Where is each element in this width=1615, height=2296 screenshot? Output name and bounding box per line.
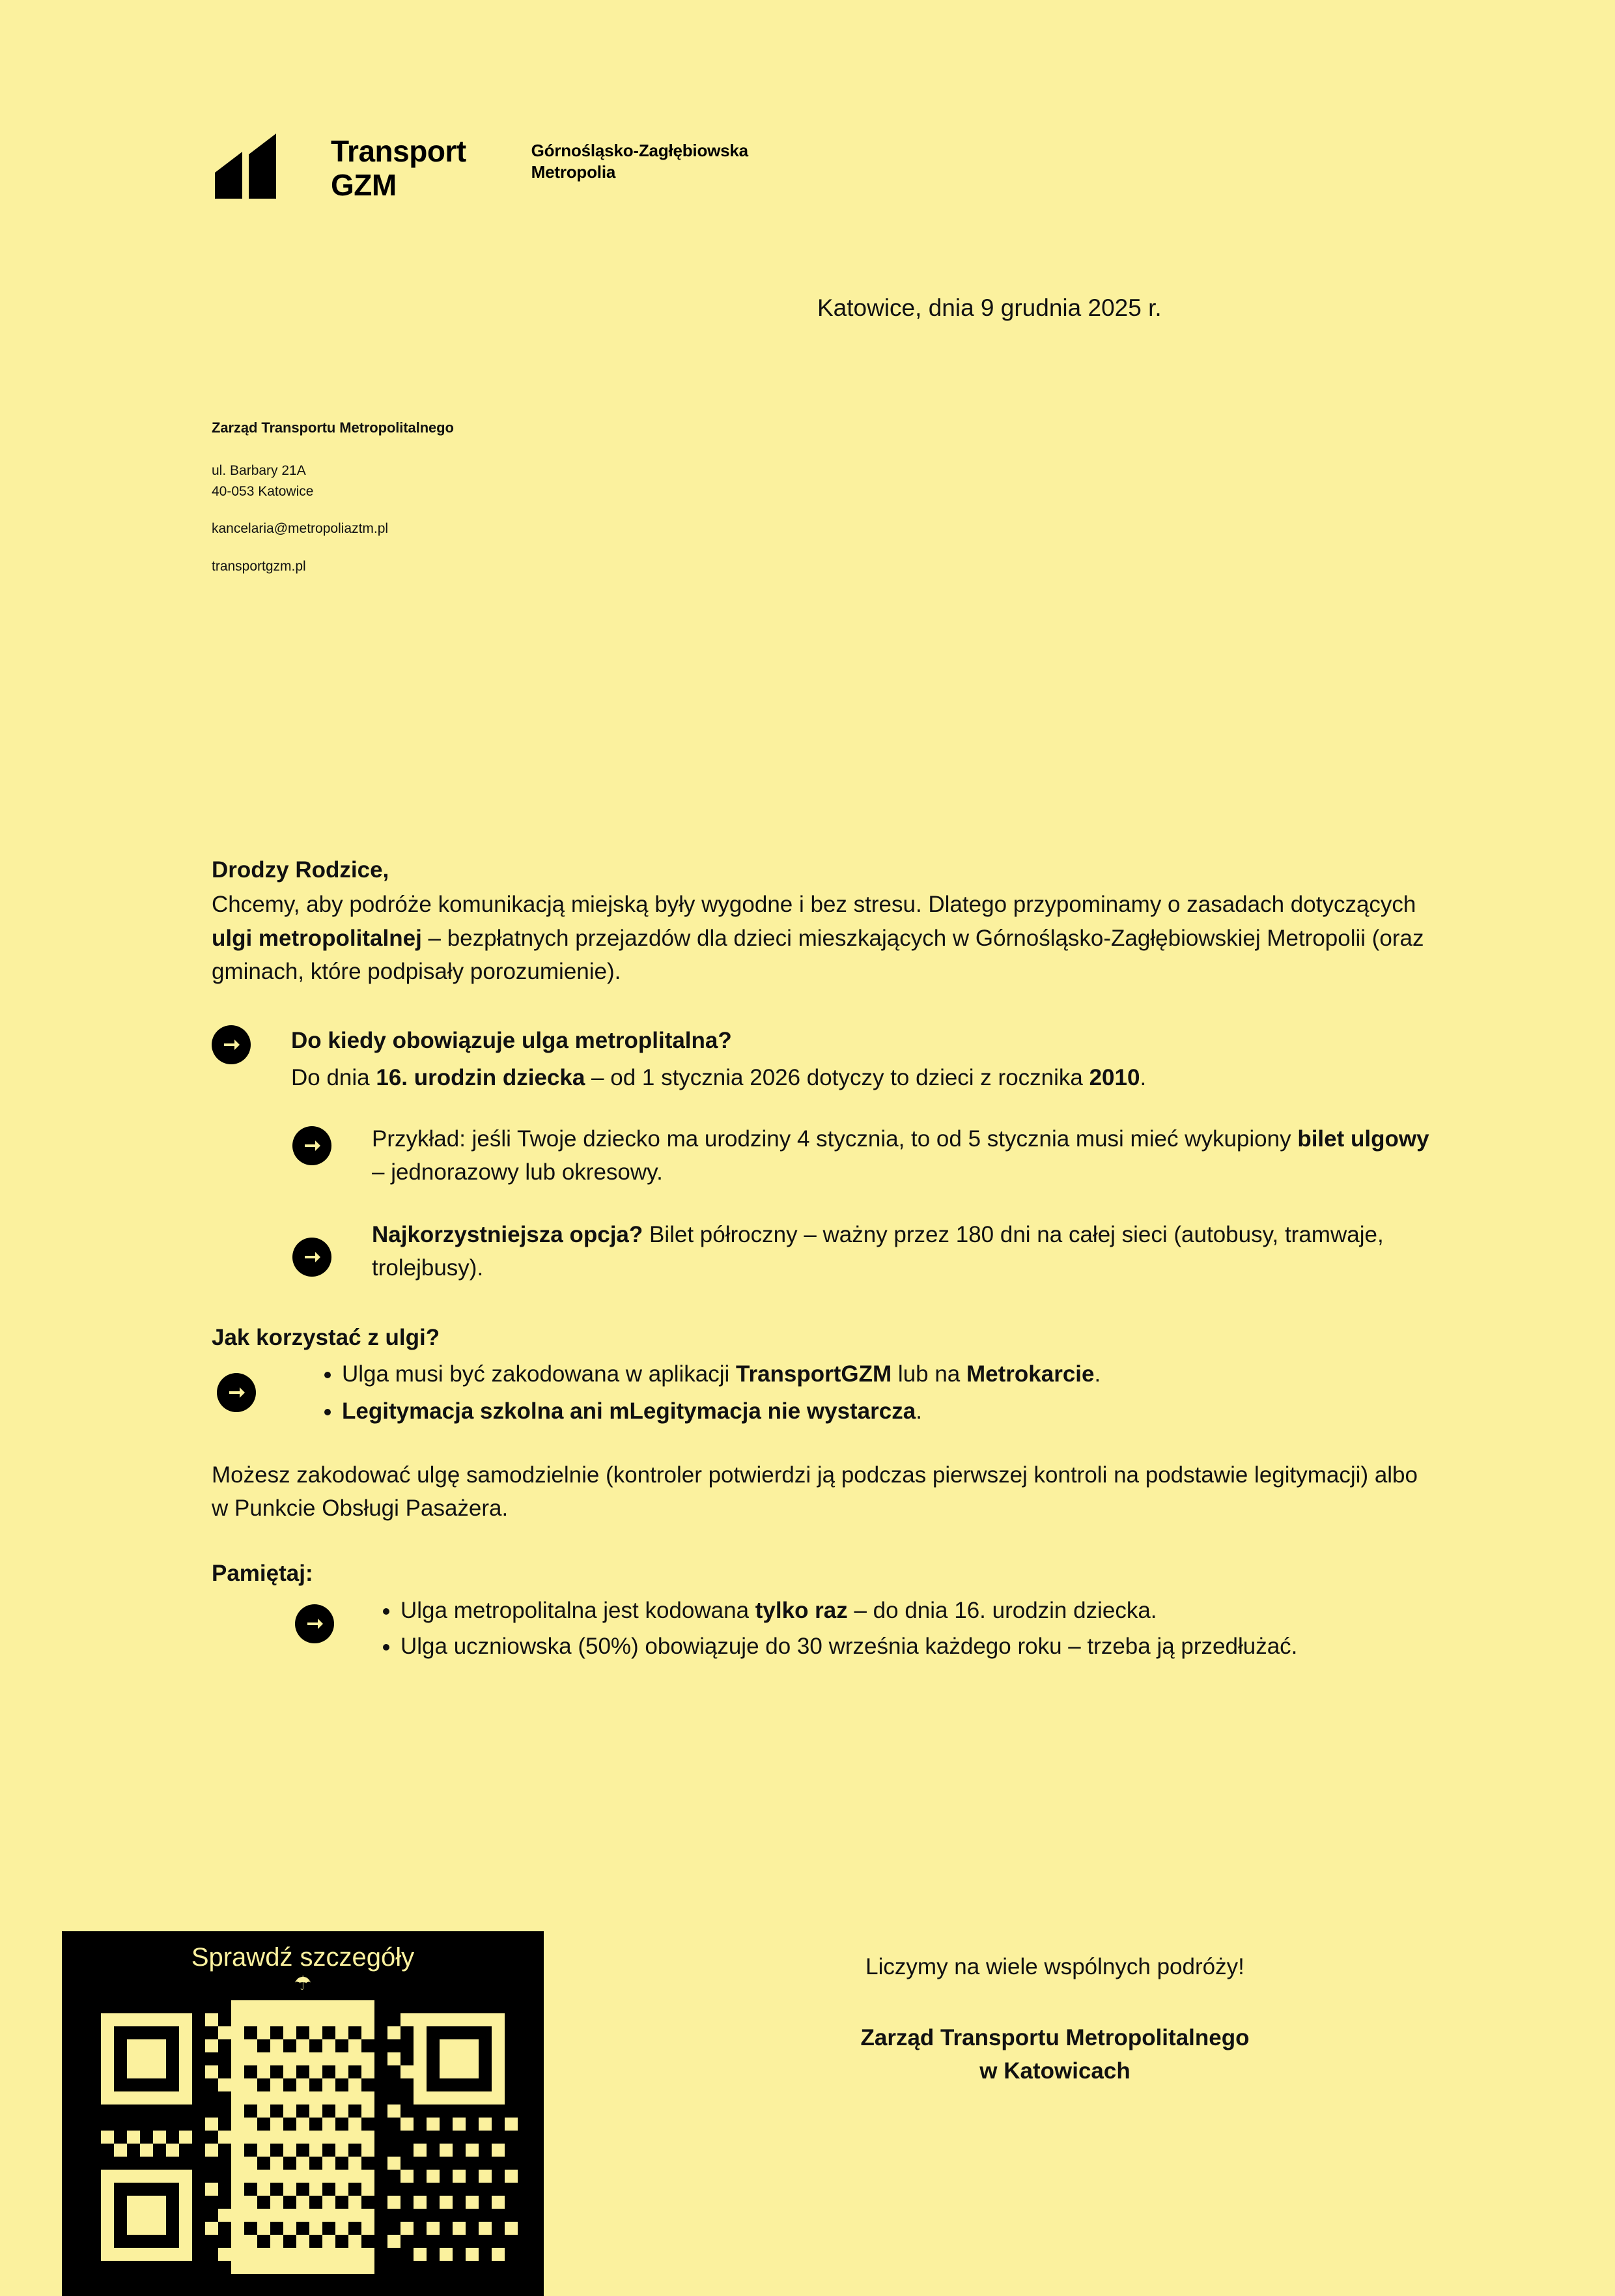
- qr-code-wrap[interactable]: [88, 2000, 518, 2274]
- arrow-right-circle-icon: [212, 1025, 251, 1064]
- arrow-right-circle-icon: [292, 1126, 331, 1165]
- logo-text-line1: Transport: [331, 134, 466, 168]
- howto-1-text-2: .: [916, 1398, 922, 1424]
- transport-gzm-logo-icon: [215, 134, 313, 199]
- brand-header: [215, 134, 748, 202]
- arrow-right-circle-icon: [217, 1373, 256, 1412]
- howto-heading: Jak korzystać z ulgi?: [212, 1325, 440, 1351]
- sender-organization: Zarząd Transportu Metropolitalnego: [212, 419, 454, 436]
- deadline-bold-2: 2010: [1089, 1065, 1140, 1091]
- deadline-text-1: Do dnia: [291, 1065, 376, 1091]
- signature-line2: w Katowicach: [979, 2058, 1130, 2084]
- best-option-text-1: Bilet półroczny – ważny przez 180 dni na całej sieci (autobusy, tramwaje, trolejbusy).: [372, 1221, 1384, 1281]
- remember-0-bold-1: tylko raz: [755, 1598, 848, 1623]
- intro-bold-1: ulgi metropolitalnej: [212, 925, 422, 951]
- self-code-paragraph: Możesz zakodować ulgę samodzielnie (kontroler potwierdzi ją podczas pierwszej kontroli na podstawie legitymacji) albo w Punkcie Obsługi Pasażera.: [212, 1462, 1418, 1522]
- list-item: [400, 1630, 1429, 1663]
- arrow-right-circle-icon: [292, 1238, 331, 1277]
- intro-paragraph: [212, 888, 1429, 988]
- best-option-bold-1: Najkorzystniejsza opcja?: [372, 1221, 643, 1247]
- block-best-option: [212, 1218, 1429, 1285]
- deadline-bold-1: 16. urodzin dziecka: [376, 1065, 585, 1091]
- qr-panel-title: Sprawdź szczegóły: [191, 1943, 415, 1972]
- list-item: [400, 1594, 1429, 1627]
- howto-0-bold-2: Metrokarcie: [966, 1361, 1095, 1387]
- metropolia-line1: Górnośląsko-Zagłębiowska: [531, 141, 748, 160]
- closing-block: [677, 1954, 1433, 2088]
- list-item: [342, 1395, 1429, 1428]
- metropolia-wordmark: [531, 140, 748, 182]
- sender-website[interactable]: transportgzm.pl: [212, 558, 306, 574]
- deadline-answer: [291, 1061, 1429, 1094]
- block-example: [212, 1122, 1429, 1189]
- howto-list-wrap: [212, 1357, 1429, 1428]
- intro-text-1: Chcemy, aby podróże komunikacją miejską były wygodne i bez stresu. Dlatego przypominamy o zasadach dotyczących: [212, 892, 1416, 918]
- umbrella-icon: ☂: [294, 1973, 312, 1994]
- block-deadline: [212, 1024, 1429, 1095]
- example-bold-1: bilet ulgowy: [1297, 1126, 1429, 1152]
- list-item: [342, 1357, 1429, 1391]
- howto-0-bold-1: TransportGZM: [736, 1361, 892, 1387]
- deadline-text-2: – od 1 stycznia 2026 dotyczy to dzieci z rocznika: [585, 1065, 1089, 1091]
- letter-body: [212, 853, 1429, 1666]
- qr-panel[interactable]: [62, 1931, 544, 2296]
- signature-block: [677, 2022, 1433, 2088]
- greeting: Drodzy Rodzice,: [212, 857, 389, 883]
- remember-heading: Pamiętaj:: [212, 1560, 313, 1586]
- remember-list: [372, 1594, 1429, 1664]
- deadline-question: Do kiedy obowiązuje ulga metroplitalna?: [291, 1027, 732, 1053]
- sender-block: [212, 417, 454, 576]
- date-line: Katowice, dnia 9 grudnia 2025 r.: [817, 294, 1162, 321]
- remember-0-text-1: Ulga metropolitalna jest kodowana: [400, 1598, 755, 1623]
- sender-street: ul. Barbary 21A: [212, 463, 306, 478]
- deadline-text-3: .: [1140, 1065, 1147, 1091]
- closing-line: Liczymy na wiele wspólnych podróży!: [865, 1954, 1244, 1979]
- qr-code[interactable]: [88, 2000, 518, 2274]
- arrow-right-circle-icon: [295, 1604, 334, 1643]
- example-text-2: – jednorazowy lub okresowy.: [372, 1159, 663, 1185]
- howto-0-text-3: .: [1094, 1361, 1101, 1387]
- sender-city: 40-053 Katowice: [212, 483, 314, 499]
- remember-list-wrap: [212, 1594, 1429, 1664]
- howto-list: [291, 1357, 1429, 1428]
- howto-1-bold-1: Legitymacja szkolna ani mLegitymacja nie wystarcza: [342, 1398, 916, 1424]
- howto-0-text-2: lub na: [892, 1361, 966, 1387]
- example-text-1: Przykład: jeśli Twoje dziecko ma urodziny 4 stycznia, to od 5 stycznia musi mieć wykupiony: [372, 1126, 1298, 1152]
- metropolia-line2: Metropolia: [531, 162, 616, 182]
- sender-email[interactable]: kancelaria@metropoliaztm.pl: [212, 521, 389, 536]
- intro-text-2: – bezpłatnych przejazdów dla dzieci mieszkających w Górnośląsko-Zagłębiowskiej Metropolii (oraz gminach, które podpisały porozumienie).: [212, 925, 1424, 985]
- logo-text-line2: GZM: [331, 167, 397, 202]
- howto-0-text-1: Ulga musi być zakodowana w aplikacji: [342, 1361, 736, 1387]
- remember-0-text-2: – do dnia 16. urodzin dziecka.: [847, 1598, 1157, 1623]
- remember-1-text-1: Ulga uczniowska (50%) obowiązuje do 30 września każdego roku – trzeba ją przedłużać.: [400, 1634, 1298, 1660]
- best-option-text: [372, 1218, 1429, 1285]
- signature-line1: Zarząd Transportu Metropolitalnego: [860, 2025, 1250, 2050]
- example-text: [372, 1122, 1429, 1189]
